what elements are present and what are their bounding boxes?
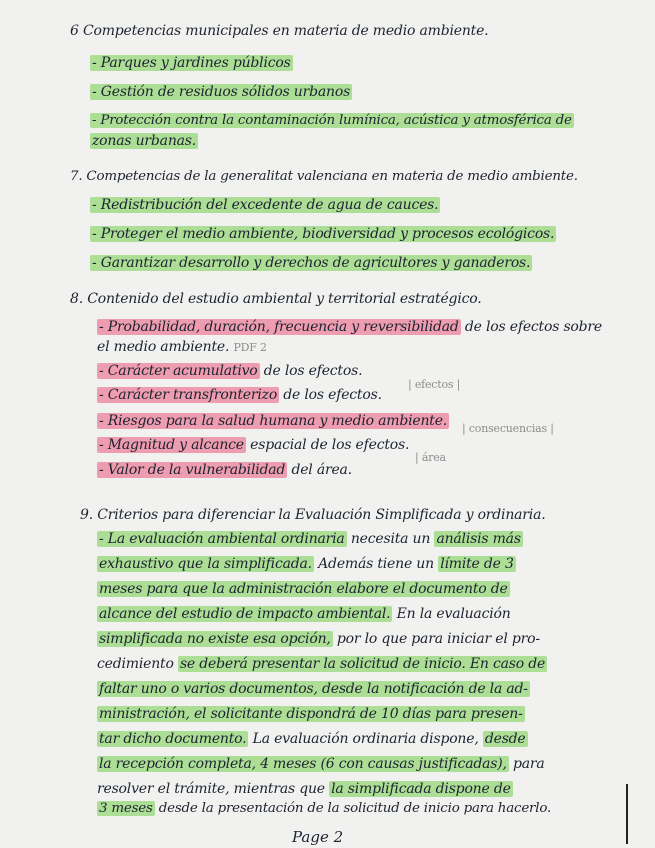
pencil-note-efectos: | efectos | — [408, 378, 461, 391]
section-9-line-1: - La evaluación ambiental ordinaria necesita un análisis más — [99, 531, 521, 547]
pencil-note-consecuencias: | consecuencias | — [462, 422, 554, 435]
section-6-item-1: - Parques y jardines públicos — [92, 55, 291, 71]
margin-line — [626, 784, 628, 844]
section-6-item-3-cont: zonas urbanas. — [92, 133, 197, 149]
section-7-item-3: - Garantizar desarrollo y derechos de agricultores y ganaderos. — [92, 255, 531, 271]
section-9-line-3: meses para que la administración elabore el documento de — [99, 581, 508, 597]
section-9-line-5: simplificada no existe esa opción, por lo que para iniciar el pro- — [99, 631, 540, 647]
section-9-line-6: cedimiento se deberá presentar la solicitud de inicio. En caso de — [97, 656, 546, 672]
section-8-item-2: - Carácter acumulativo de los efectos. — [99, 363, 363, 379]
pencil-note-area: | área — [415, 451, 446, 464]
section-8-title: 8. Contenido del estudio ambiental y territorial estratégico. — [70, 291, 482, 307]
section-9-line-10: la recepción completa, 4 meses (6 con causas justificadas), para — [99, 756, 545, 772]
section-8-item-1-cont: el medio ambiente. PDF 2 — [97, 339, 267, 355]
section-9-line-7: faltar uno o varios documentos, desde la notificación de la ad- — [99, 681, 528, 697]
section-8-item-1: - Probabilidad, duración, frecuencia y reversibilidad de los efectos sobre — [99, 319, 602, 335]
section-7-item-1: - Redistribución del excedente de agua de cauces. — [92, 197, 439, 213]
section-6-item-2: - Gestión de residuos sólidos urbanos — [92, 84, 351, 100]
section-9-line-11: resolver el trámite, mientras que la simplificada dispone de — [97, 781, 511, 797]
section-9-line-8: ministración, el solicitante dispondrá de 10 días para presen- — [99, 706, 523, 722]
section-9-line-9: tar dicho documento. La evaluación ordinaria dispone, desde — [99, 731, 526, 747]
page-number: Page 2 — [292, 828, 344, 846]
section-8-item-4: - Riesgos para la salud humana y medio ambiente. — [99, 413, 448, 429]
section-7-title: 7. Competencias de la generalitat valenciana en materia de medio ambiente. — [70, 169, 578, 184]
section-7-item-2: - Proteger el medio ambiente, biodiversidad y procesos ecológicos. — [92, 226, 555, 242]
pencil-note-pdf: PDF 2 — [233, 341, 267, 354]
section-9-line-12: 3 meses desde la presentación de la solicitud de inicio para hacerlo. — [99, 801, 552, 816]
section-8-item-5: - Magnitud y alcance espacial de los efectos. — [99, 437, 410, 453]
section-8-item-3: - Carácter transfronterizo de los efectos. — [99, 387, 382, 403]
section-6-title: 6 Competencias municipales en materia de medio ambiente. — [70, 23, 489, 39]
section-9-line-4: alcance del estudio de impacto ambiental. En la evaluación — [99, 606, 511, 622]
section-8-item-6: - Valor de la vulnerabilidad del área. — [99, 462, 352, 478]
section-6-item-3: - Protección contra la contaminación lumínica, acústica y atmosférica de — [92, 113, 572, 128]
section-9-title: 9. Criterios para diferenciar la Evaluación Simplificada y ordinaria. — [80, 507, 546, 523]
section-9-line-2: exhaustivo que la simplificada. Además tiene un límite de 3 — [99, 556, 514, 572]
